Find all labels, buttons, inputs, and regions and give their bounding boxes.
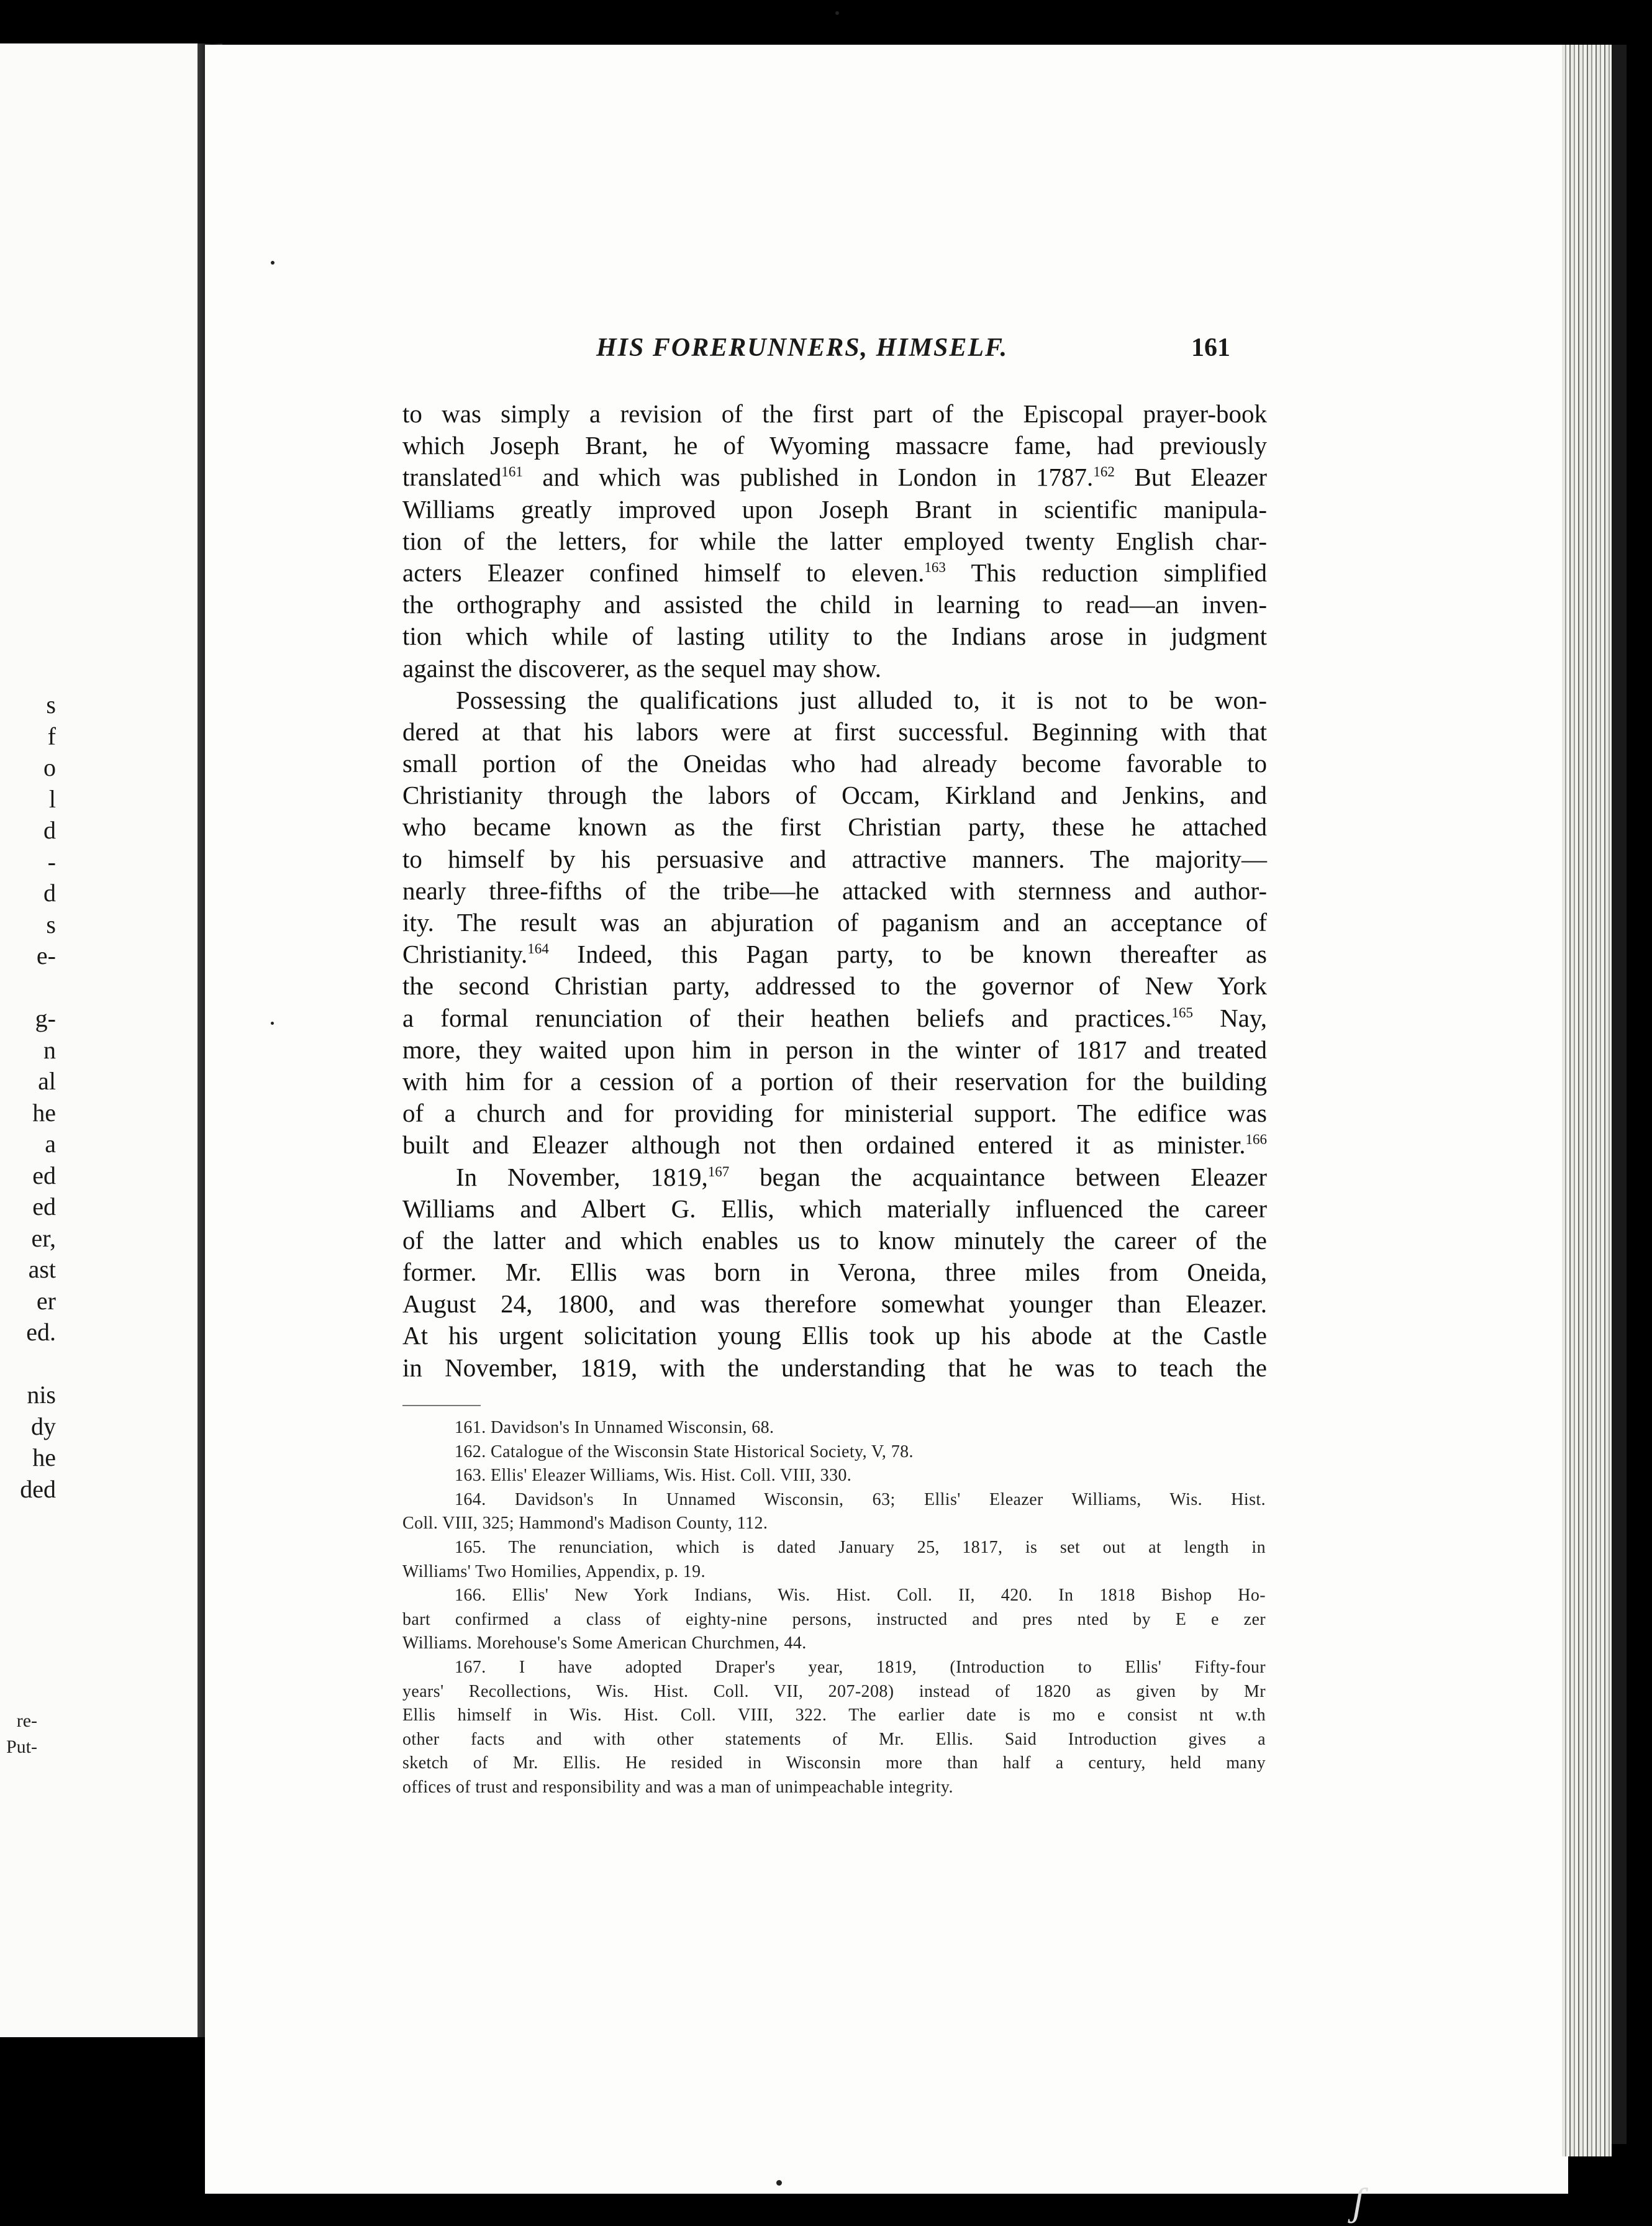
footnote-line: 161. Davidson's In Unnamed Wisconsin, 68. [455,1418,774,1437]
body-line: more, they waited upon him in person in the winter of 1817 and treated [402,1035,1267,1064]
left-page-fragment: s [46,691,56,719]
page-edges [1562,45,1612,2156]
body-line: of a church and for providing for ministerial support. The edifice was [402,1099,1267,1128]
dust-speck [271,1022,274,1025]
footnote-line: sketch of Mr. Ellis. He resided in Wisconsin more than half a century, held many [402,1753,1266,1773]
left-page-fragment: - [47,847,56,876]
left-page-fragment: er, [31,1224,56,1252]
left-page-fragment: er [36,1286,56,1315]
footnote-ref: 161 [501,464,523,480]
footnote-line: Coll. VIII, 325; Hammond's Madison County, 112. [402,1514,768,1533]
body-line: August 24, 1800, and was therefore somewhat younger than Eleazer. [402,1289,1267,1319]
footnote-ref: 163 [924,559,946,575]
footnote-ref: 165 [1171,1004,1193,1020]
body-line: Christianity.$^{164}$ Indeed, this Pagan party, to be known thereafter as [402,940,1267,969]
left-page-fragment: e- [36,942,56,970]
left-page-fragment: ded [20,1474,56,1503]
body-line: in November, 1819, with the understanding that he was to teach the [402,1353,1267,1382]
footnote-line: 164. Davidson's In Unnamed Wisconsin, 63; Ellis' Eleazer Williams, Wis. Hist. [455,1489,1266,1509]
footnote-line: offices of trust and responsibility and was a man of unimpeachable integrity. [402,1777,953,1797]
left-page-fragment: f [47,722,56,750]
body-line: which Joseph Brant, he of Wyoming massacre fame, had previously [402,431,1267,460]
left-page-fragment: nis [27,1381,56,1409]
body-text [402,398,1267,1384]
left-page-fragment: dy [31,1412,56,1440]
footnote-ref: 164 [527,941,549,957]
footnotes [402,1416,1266,1800]
left-page-fragment [0,1348,56,1380]
body-line: nearly three-fifths of the tribe—he attacked with sternness and author- [402,876,1267,905]
footnote-line: 167. I have adopted Draper's year, 1819, (Introduction to Ellis' Fifty-four [455,1657,1266,1677]
footnote-line: Williams' Two Homilies, Appendix, p. 19. [402,1561,706,1581]
body-line: At his urgent solicitation young Ellis took up his abode at the Castle [402,1321,1267,1350]
body-line: tion of the letters, for while the latter employed twenty English char- [402,526,1267,555]
left-page-footnote-fragment: Put- [6,1737,37,1757]
left-page-fragment: d [43,816,56,844]
left-page-fragment [0,972,56,1004]
running-head: HIS FORERUNNERS, HIMSELF. [596,334,1009,362]
footnote-ref: 162 [1093,464,1115,480]
body-line: who became known as the first Christian party, these he attached [402,812,1267,842]
footnote-line: years' Recollections, Wis. Hist. Coll. VII, 207-208) instead of 1820 as given by Mr [402,1681,1266,1701]
footnote-ref: 167 [707,1163,730,1179]
footnote-rule [402,1405,481,1406]
footnote-line: other facts and with other statements of Mr. Ellis. Said Introduction gives a [402,1729,1266,1749]
body-line: translated$^{161}$ and which was published in London in 1787.$^{162}$ But Eleazer [402,463,1267,492]
body-line: a formal renunciation of their heathen beliefs and practices.$^{165}$ Nay, [402,1003,1267,1032]
footnote-line: Williams. Morehouse's Some American Churchmen, 44. [402,1633,807,1653]
body-line: built and Eleazer although not then ordained entered it as minister.$^{166}$ [402,1130,1267,1160]
left-page-fragment: d [43,879,56,907]
left-page-fragment: n [43,1035,56,1064]
left-page-fragment: ast [28,1255,56,1283]
footnote-line: 165. The renunciation, which is dated January 25, 1817, is set out at length in [455,1537,1266,1557]
left-page-fragment: ed [32,1192,56,1220]
left-page-fragment: s [46,910,56,938]
body-line: tion which while of lasting utility to the Indians arose in judgment [402,622,1267,651]
body-line: Williams and Albert G. Ellis, which materially influenced the career [402,1194,1267,1223]
left-page-fragment: ed. [26,1318,56,1346]
body-line: to himself by his persuasive and attractive manners. The majority— [402,844,1267,873]
page-edge-shadow [1612,45,1627,2144]
left-page-fragment: o [43,753,56,781]
left-page [0,43,197,2037]
body-line: ity. The result was an abjuration of paganism and an acceptance of [402,908,1267,937]
left-page-text-fragments [0,689,56,1505]
body-line: to was simply a revision of the first part of the Episcopal prayer-book [402,399,1267,428]
page-number: 161 [1191,334,1230,362]
body-line: acters Eleazer confined himself to eleven.$^{163}$ This reduction simplified [402,558,1267,587]
body-line: the orthography and assisted the child in learning to read—an inven- [402,590,1267,619]
dust-speck [271,261,275,265]
scan-mark: ʃ [1353,2179,1364,2224]
body-line: In November, 1819,$^{167}$ began the acquaintance between Eleazer [456,1162,1267,1191]
body-line: the second Christian party, addressed to the governor of New York [402,971,1267,1001]
left-page-footnote-fragment: re- [16,1710,37,1731]
body-line: Christianity through the labors of Occam, Kirkland and Jenkins, and [402,781,1267,810]
body-line: against the discoverer, as the sequel may show. [402,653,882,683]
footnote-ref: 166 [1245,1132,1267,1148]
footnote-line: bart confirmed a class of eighty-nine persons, instructed and pres nted by E e zer [402,1609,1266,1629]
footnote-line: Ellis himself in Wis. Hist. Coll. VIII, 322. The earlier date is mo e consist nt w.th [402,1706,1266,1725]
left-page-fragment: l [48,784,56,813]
footnote-line: 162. Catalogue of the Wisconsin State Historical Society, V, 78. [455,1442,914,1461]
left-page-fragment: he [32,1443,56,1471]
body-line: dered at that his labors were at first successful. Beginning with that [402,717,1267,746]
left-page-fragment: g- [35,1004,56,1032]
footnote-line: 166. Ellis' New York Indians, Wis. Hist. Coll. II, 420. In 1818 Bishop Ho- [455,1586,1266,1606]
dust-speck [835,11,839,15]
body-line: small portion of the Oneidas who had already become favorable to [402,749,1267,778]
body-line: Possessing the qualifications just alluded to, it is not to be won- [456,685,1267,714]
footnote-line: 163. Ellis' Eleazer Williams, Wis. Hist. Coll. VIII, 330. [455,1466,852,1486]
body-line: of the latter and which enables us to know minutely the career of the [402,1225,1267,1255]
left-page-fragment: a [45,1130,56,1158]
left-page-fragment: ed [32,1161,56,1189]
left-page-fragment: he [32,1098,56,1127]
body-line: with him for a cession of a portion of their reservation for the building [402,1066,1267,1096]
left-page-fragment: al [38,1067,56,1095]
body-line: Williams greatly improved upon Joseph Brant in scientific manipula- [402,494,1267,524]
body-line: former. Mr. Ellis was born in Verona, three miles from Oneida, [402,1258,1267,1287]
dust-speck [776,2180,782,2186]
left-page-footnote-fragments [0,1708,37,1760]
